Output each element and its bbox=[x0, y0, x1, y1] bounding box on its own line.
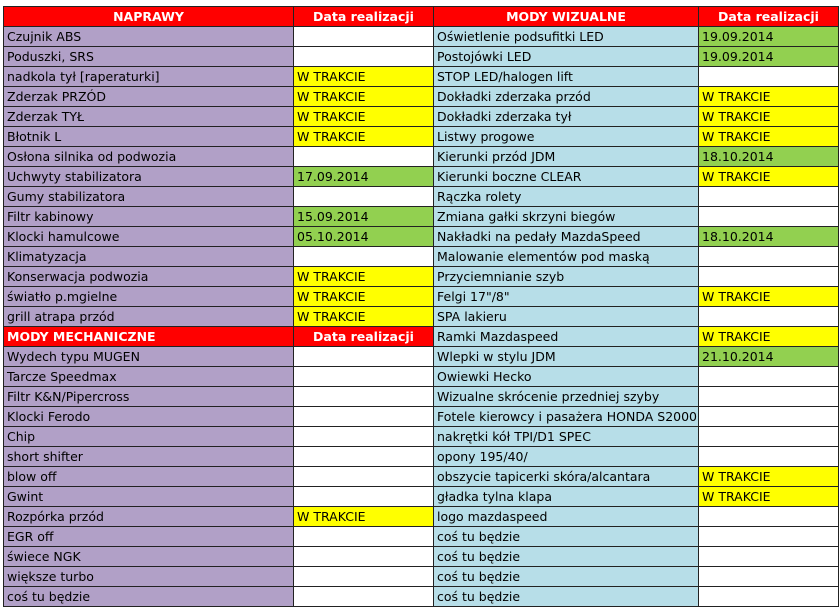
date-cell[interactable]: W TRAKCIE bbox=[699, 467, 839, 487]
table-row bbox=[4, 247, 839, 267]
table-row bbox=[4, 367, 839, 387]
task-cell[interactable]: logo mazdaspeed bbox=[434, 507, 699, 527]
task-cell[interactable]: Kierunki boczne CLEAR bbox=[434, 167, 699, 187]
date-cell[interactable] bbox=[699, 427, 839, 447]
date-cell[interactable] bbox=[699, 387, 839, 407]
date-cell[interactable] bbox=[294, 147, 434, 167]
date-cell[interactable]: W TRAKCIE bbox=[294, 87, 434, 107]
table-row bbox=[4, 387, 839, 407]
task-cell[interactable]: Malowanie elementów pod maską bbox=[434, 247, 699, 267]
header-repairs-date[interactable]: Data realizacji bbox=[294, 7, 434, 27]
task-cell[interactable]: STOP LED/halogen lift bbox=[434, 67, 699, 87]
task-cell[interactable]: Chip bbox=[4, 427, 294, 447]
task-cell[interactable]: Klocki hamulcowe bbox=[4, 227, 294, 247]
date-cell[interactable]: 18.10.2014 bbox=[699, 147, 839, 167]
date-cell[interactable]: 05.10.2014 bbox=[294, 227, 434, 247]
spreadsheet-table bbox=[3, 6, 839, 607]
date-cell[interactable]: W TRAKCIE bbox=[699, 127, 839, 147]
table-row bbox=[4, 47, 839, 67]
task-cell[interactable]: Zderzak TYŁ bbox=[4, 107, 294, 127]
task-cell[interactable]: coś tu będzie bbox=[434, 567, 699, 587]
task-cell[interactable]: Gumy stabilizatora bbox=[4, 187, 294, 207]
table-row bbox=[4, 507, 839, 527]
task-cell[interactable]: Zmiana gałki skrzyni biegów bbox=[434, 207, 699, 227]
table-row bbox=[4, 407, 839, 427]
task-cell[interactable]: gładka tylna klapa bbox=[434, 487, 699, 507]
date-cell[interactable]: W TRAKCIE bbox=[699, 487, 839, 507]
task-cell[interactable]: świece NGK bbox=[4, 547, 294, 567]
date-cell[interactable]: W TRAKCIE bbox=[699, 167, 839, 187]
task-cell[interactable]: coś tu będzie bbox=[434, 587, 699, 607]
table-row bbox=[4, 527, 839, 547]
table-row bbox=[4, 267, 839, 287]
table-row bbox=[4, 67, 839, 87]
header-visual[interactable]: MODY WIZUALNE bbox=[434, 7, 699, 27]
task-cell[interactable]: światło p.mgielne bbox=[4, 287, 294, 307]
task-cell[interactable]: coś tu będzie bbox=[434, 547, 699, 567]
date-cell[interactable]: W TRAKCIE bbox=[294, 287, 434, 307]
header-mechanical-date[interactable]: Data realizacji bbox=[294, 327, 434, 347]
table-body bbox=[4, 7, 839, 607]
date-cell[interactable] bbox=[294, 27, 434, 47]
task-cell[interactable]: Dokładki zderzaka przód bbox=[434, 87, 699, 107]
task-cell[interactable]: Filtr K&N/Pipercross bbox=[4, 387, 294, 407]
task-cell[interactable]: Wlepki w stylu JDM bbox=[434, 347, 699, 367]
table-row bbox=[4, 287, 839, 307]
date-cell[interactable] bbox=[294, 387, 434, 407]
table-row bbox=[4, 227, 839, 247]
date-cell[interactable]: 19.09.2014 bbox=[699, 27, 839, 47]
task-cell[interactable]: Tarcze Speedmax bbox=[4, 367, 294, 387]
date-cell[interactable]: W TRAKCIE bbox=[294, 307, 434, 327]
date-cell[interactable] bbox=[699, 507, 839, 527]
task-cell[interactable]: Kierunki przód JDM bbox=[434, 147, 699, 167]
task-cell[interactable]: coś tu będzie bbox=[434, 527, 699, 547]
date-cell[interactable]: 15.09.2014 bbox=[294, 207, 434, 227]
table-row bbox=[4, 427, 839, 447]
date-cell[interactable]: 19.09.2014 bbox=[699, 47, 839, 67]
task-cell[interactable]: nadkola tył [raperaturki] bbox=[4, 67, 294, 87]
date-cell[interactable]: W TRAKCIE bbox=[294, 267, 434, 287]
header-row bbox=[4, 7, 839, 27]
task-cell[interactable]: Felgi 17"/8" bbox=[434, 287, 699, 307]
task-cell[interactable]: większe turbo bbox=[4, 567, 294, 587]
task-cell[interactable]: opony 195/40/ bbox=[434, 447, 699, 467]
task-cell[interactable]: grill atrapa przód bbox=[4, 307, 294, 327]
date-cell[interactable] bbox=[699, 367, 839, 387]
task-cell[interactable]: Filtr kabinowy bbox=[4, 207, 294, 227]
table-row bbox=[4, 87, 839, 107]
table-row bbox=[4, 147, 839, 167]
task-cell[interactable]: SPA lakieru bbox=[434, 307, 699, 327]
date-cell[interactable] bbox=[294, 247, 434, 267]
table-row bbox=[4, 307, 839, 327]
task-cell[interactable]: obszycie tapicerki skóra/alcantara bbox=[434, 467, 699, 487]
date-cell[interactable]: W TRAKCIE bbox=[294, 107, 434, 127]
task-cell[interactable]: Nakładki na pedały MazdaSpeed bbox=[434, 227, 699, 247]
date-cell[interactable] bbox=[294, 187, 434, 207]
date-cell[interactable]: W TRAKCIE bbox=[699, 327, 839, 347]
table-row bbox=[4, 567, 839, 587]
date-cell[interactable] bbox=[699, 527, 839, 547]
date-cell[interactable] bbox=[294, 427, 434, 447]
date-cell[interactable] bbox=[699, 187, 839, 207]
task-cell[interactable]: Ramki Mazdaspeed bbox=[434, 327, 699, 347]
date-cell[interactable] bbox=[294, 407, 434, 427]
task-cell[interactable]: Klimatyzacja bbox=[4, 247, 294, 267]
date-cell[interactable] bbox=[699, 547, 839, 567]
header-visual-date[interactable]: Data realizacji bbox=[699, 7, 839, 27]
table-row bbox=[4, 447, 839, 467]
date-cell[interactable] bbox=[294, 587, 434, 607]
task-cell[interactable]: Dokładki zderzaka tył bbox=[434, 107, 699, 127]
task-cell[interactable]: Listwy progowe bbox=[434, 127, 699, 147]
date-cell[interactable]: 18.10.2014 bbox=[699, 227, 839, 247]
task-cell[interactable]: short shifter bbox=[4, 447, 294, 467]
date-cell[interactable] bbox=[294, 547, 434, 567]
date-cell[interactable] bbox=[294, 347, 434, 367]
date-cell[interactable] bbox=[699, 267, 839, 287]
table-row bbox=[4, 27, 839, 47]
date-cell[interactable] bbox=[699, 207, 839, 227]
table-row bbox=[4, 207, 839, 227]
date-cell[interactable]: W TRAKCIE bbox=[699, 87, 839, 107]
task-cell[interactable]: Poduszki, SRS bbox=[4, 47, 294, 67]
table-row bbox=[4, 327, 839, 347]
date-cell[interactable] bbox=[294, 527, 434, 547]
date-cell[interactable] bbox=[699, 447, 839, 467]
date-cell[interactable] bbox=[294, 567, 434, 587]
header-mechanical[interactable]: MODY MECHANICZNE bbox=[4, 327, 294, 347]
date-cell[interactable]: W TRAKCIE bbox=[294, 127, 434, 147]
task-cell[interactable]: Owiewki Hecko bbox=[434, 367, 699, 387]
date-cell[interactable] bbox=[294, 47, 434, 67]
date-cell[interactable] bbox=[294, 467, 434, 487]
task-cell[interactable]: nakrętki kół TPI/D1 SPEC bbox=[434, 427, 699, 447]
task-cell[interactable]: Błotnik L bbox=[4, 127, 294, 147]
table-row bbox=[4, 587, 839, 607]
task-cell[interactable]: Wizualne skrócenie przedniej szyby bbox=[434, 387, 699, 407]
task-cell[interactable]: Gwint bbox=[4, 487, 294, 507]
date-cell[interactable] bbox=[294, 487, 434, 507]
header-repairs[interactable]: NAPRAWY bbox=[4, 7, 294, 27]
table-row bbox=[4, 127, 839, 147]
task-cell[interactable]: Przyciemnianie szyb bbox=[434, 267, 699, 287]
task-cell[interactable]: Postojówki LED bbox=[434, 47, 699, 67]
date-cell[interactable]: W TRAKCIE bbox=[699, 107, 839, 127]
date-cell[interactable]: W TRAKCIE bbox=[699, 287, 839, 307]
task-cell[interactable]: Osłona silnika od podwozia bbox=[4, 147, 294, 167]
table-row bbox=[4, 167, 839, 187]
date-cell[interactable] bbox=[294, 367, 434, 387]
task-cell[interactable]: EGR off bbox=[4, 527, 294, 547]
task-cell[interactable]: Oświetlenie podsufitki LED bbox=[434, 27, 699, 47]
table-row bbox=[4, 107, 839, 127]
table-row bbox=[4, 347, 839, 367]
table-row bbox=[4, 187, 839, 207]
task-cell[interactable]: blow off bbox=[4, 467, 294, 487]
date-cell[interactable] bbox=[699, 247, 839, 267]
task-cell[interactable]: Rozpórka przód bbox=[4, 507, 294, 527]
task-cell[interactable]: Klocki Ferodo bbox=[4, 407, 294, 427]
task-cell[interactable]: Fotele kierowcy i pasażera HONDA S2000 bbox=[434, 407, 699, 427]
table-row bbox=[4, 547, 839, 567]
date-cell[interactable] bbox=[699, 407, 839, 427]
table-row bbox=[4, 467, 839, 487]
date-cell[interactable] bbox=[699, 67, 839, 87]
task-cell[interactable]: coś tu będzie bbox=[4, 587, 294, 607]
date-cell[interactable] bbox=[699, 587, 839, 607]
task-cell[interactable]: Czujnik ABS bbox=[4, 27, 294, 47]
task-cell[interactable]: Zderzak PRZÓD bbox=[4, 87, 294, 107]
task-cell[interactable]: Konserwacja podwozia bbox=[4, 267, 294, 287]
table-row bbox=[4, 487, 839, 507]
task-cell[interactable]: Wydech typu MUGEN bbox=[4, 347, 294, 367]
task-cell[interactable]: Uchwyty stabilizatora bbox=[4, 167, 294, 187]
date-cell[interactable]: 17.09.2014 bbox=[294, 167, 434, 187]
date-cell[interactable] bbox=[699, 307, 839, 327]
task-cell[interactable]: Rączka rolety bbox=[434, 187, 699, 207]
date-cell[interactable] bbox=[699, 567, 839, 587]
date-cell[interactable] bbox=[294, 447, 434, 467]
date-cell[interactable]: 21.10.2014 bbox=[699, 347, 839, 367]
date-cell[interactable]: W TRAKCIE bbox=[294, 67, 434, 87]
date-cell[interactable]: W TRAKCIE bbox=[294, 507, 434, 527]
